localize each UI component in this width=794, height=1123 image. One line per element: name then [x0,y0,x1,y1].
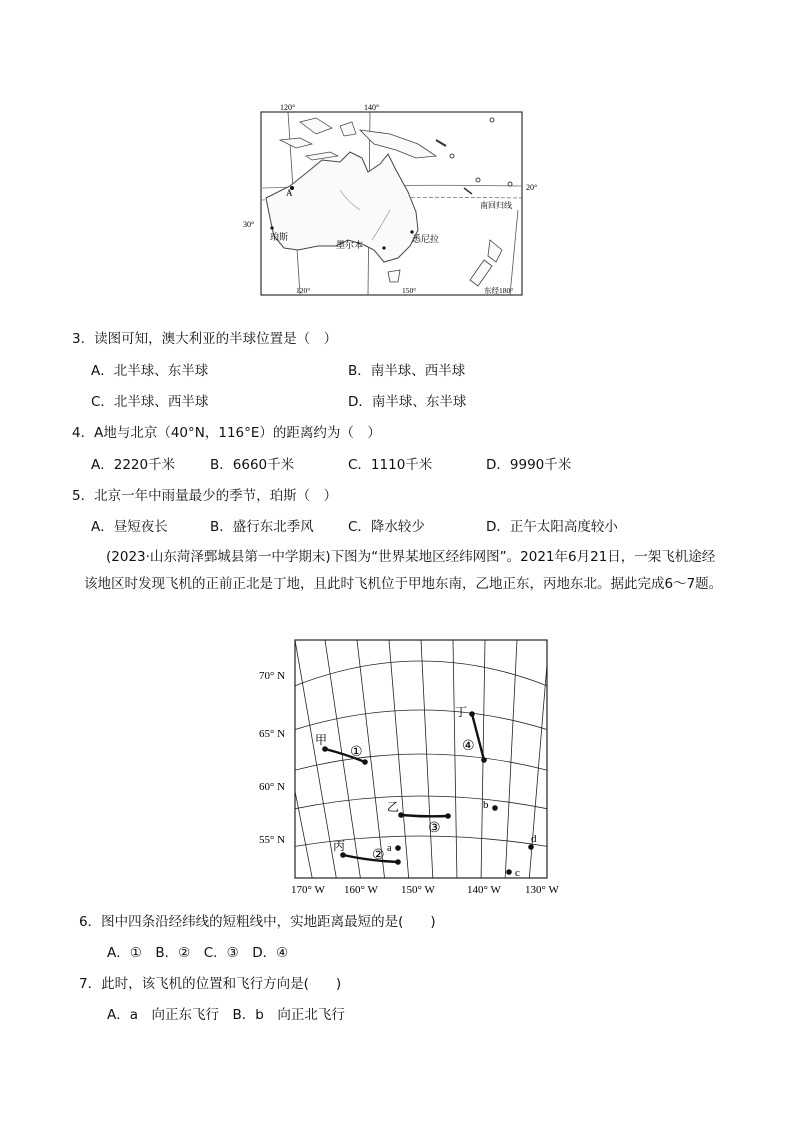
q4-option-c: C．1110千米 [348,457,433,473]
q4-option-d: D．9990千米 [486,457,572,473]
map1-lat-30: 30° [243,220,255,229]
map1-sydney: 悉尼拉 [412,234,440,244]
map1-top-lon-120: 120° [280,103,296,112]
intro-paragraph: (2023·山东菏泽鄄城县第一中学期末)下图为“世界某地区经纬网图”。2021年6月21日，一架飞机途经该地区时发现飞机的正前正北是丁地，且此时飞机位于甲地东南，乙地正东，丙地东北。据此完成6～7题。 [84,549,723,592]
label-c: c [515,867,520,879]
q4-stem: 4．A地与北京（40°N，116°E）的距离约为（ ） [72,425,381,441]
graticule-map [255,636,575,898]
map1-bottom-lon-180: 东经180° [484,286,514,295]
q3-stem: 3．读图可知，澳大利亚的半球位置是（ ） [72,331,338,347]
label-jia: 甲 [315,733,328,747]
lon-label-150: 150° W [401,884,435,896]
label-bing: 丙 [333,839,346,853]
label-seg3: ③ [428,821,441,836]
q4-option-b: B．6660千米 [210,457,295,473]
label-seg4: ④ [462,739,475,754]
lon-label-130: 130° W [525,884,559,896]
map1-bottom-lon-120: 120° [296,286,311,295]
map1-top-lon-140: 140° [364,103,380,112]
label-a: a [387,843,392,854]
map1-bottom-lon-150: 150° [402,286,417,295]
australia-map [240,100,546,300]
q4-option-a: A．2220千米 [91,457,176,473]
label-seg2: ② [372,848,385,863]
lat-label-60: 60° N [259,781,286,793]
lat-label-70: 70° N [259,670,286,682]
q6-stem: 6．图中四条沿经纬线的短粗线中，实地距离最短的是( ) [79,914,436,930]
map1-point-a: A [286,188,293,198]
q5-option-d: D．正午太阳高度较小 [486,519,618,535]
q5-option-c: C．降水较少 [348,519,425,535]
label-seg1: ① [350,745,363,760]
label-yi: 乙 [387,800,400,814]
lat-label-55: 55° N [259,834,286,846]
lat-label-65: 65° N [259,728,286,740]
lon-label-160: 160° W [344,884,378,896]
q7-stem: 7．此时，该飞机的位置和飞行方向是( ) [79,976,342,992]
q5-option-a: A．昼短夜长 [91,519,168,535]
q5-stem: 5．北京一年中雨量最少的季节，珀斯（ ） [72,488,338,504]
q7-options: A．a 向正东飞行 B．b 向正北飞行 [107,1007,345,1023]
q3-option-b: B．南半球、西半球 [348,363,466,379]
q3-option-c: C．北半球、西半球 [91,394,209,410]
q3-option-d: D．南半球、东半球 [348,394,467,410]
map1-perth: 珀斯 [270,232,289,242]
map1-lat-20: 20° [526,183,538,192]
label-d: d [531,833,537,845]
lon-label-170: 170° W [291,884,325,896]
label-b: b [483,799,489,811]
map1-melbourne: 墨尔本 [336,240,364,250]
q5-option-b: B．盛行东北季风 [210,519,314,535]
lon-label-140: 140° W [467,884,501,896]
map1-tropic-label: 南回归线 [480,201,512,210]
q6-options: A．① B．② C．③ D．④ [107,945,289,961]
label-ding: 丁 [455,705,468,719]
q3-option-a: A．北半球、东半球 [91,363,209,379]
